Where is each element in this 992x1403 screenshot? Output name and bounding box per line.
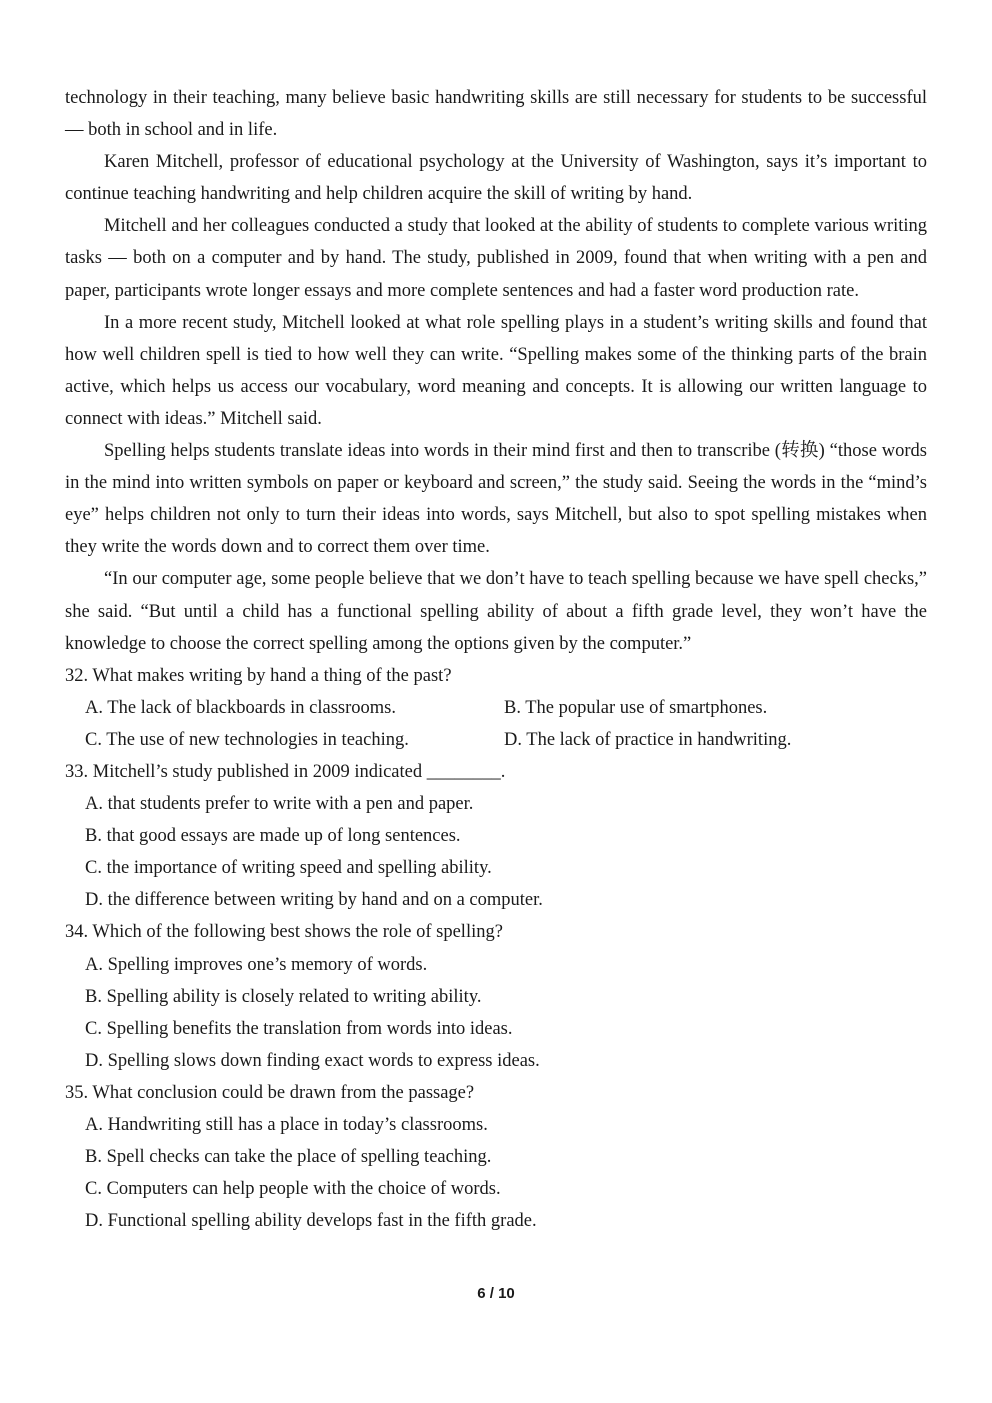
answer-option-c: C. the importance of writing speed and spelling ability. [85,858,492,879]
answer-option-b: B. The popular use of smartphones. [504,697,768,718]
answer-option-a: A. Spelling improves one’s memory of words. [85,954,428,975]
answer-option-b: B. Spelling ability is closely related to writing ability. [85,986,482,1007]
answer-option-c: C. The use of new technologies in teaching. [85,729,409,750]
question-32 [65,660,927,756]
answer-option-a: A. The lack of blackboards in classrooms. [85,697,396,718]
document-page-content [65,82,927,1237]
answer-option-a: A. that students prefer to write with a pen and paper. [85,794,474,815]
answer-option-d: D. The lack of practice in handwriting. [504,729,792,750]
answer-option-b: B. that good essays are made up of long sentences. [85,826,461,847]
answer-option-b: B. Spell checks can take the place of spelling teaching. [85,1147,492,1168]
question-stem: 35. What conclusion could be drawn from the passage? [65,1082,475,1103]
passage-paragraph: In a more recent study, Mitchell looked at what role spelling plays in a student’s writing skills and found that how well children spell is tied to how well they can write. “Spelling makes some of the thinking parts of the brain active, which helps us access our vocabulary, word meaning and concepts. It is allowing our written language to connect with ideas.” Mitchell said. [65,312,927,429]
question-33 [65,756,927,916]
passage-paragraph: Karen Mitchell, professor of educational psychology at the University of Washington, says it’s important to continue teaching handwriting and help children acquire the skill of writing by hand. [65,152,927,205]
answer-option-d: D. Spelling slows down finding exact words to express ideas. [85,1050,540,1071]
question-stem: 34. Which of the following best shows the role of spelling? [65,922,503,943]
answer-options [65,692,927,756]
answer-option-c: C. Spelling benefits the translation from words into ideas. [85,1018,513,1039]
reading-passage [65,82,927,660]
answer-option-c: C. Computers can help people with the choice of words. [85,1179,501,1200]
answer-option-a: A. Handwriting still has a place in today’s classrooms. [85,1115,488,1135]
passage-paragraph: “In our computer age, some people believe that we don’t have to teach spelling because we have spell checks,” she said. “But until a child has a functional spelling ability of about a fifth grade level, they won’t have the knowledge to choose the correct spelling among the options given by the computer.” [65,569,927,654]
question-stem: 33. Mitchell’s study published in 2009 indicated ________. [65,761,506,782]
question-stem: 32. What makes writing by hand a thing of the past? [65,665,452,686]
passage-paragraph: Mitchell and her colleagues conducted a study that looked at the ability of students to complete various writing tasks — both on a computer and by hand. The study, published in 2009, found that when writing with a pen and paper, participants wrote longer essays and more complete sentences and had a faster word production rate. [65,216,927,301]
passage-paragraph: Spelling helps students translate ideas into words in their mind first and then to transcribe (转换) “those words in the mind into written symbols on paper or keyboard and screen,” the study said. Seeing the words in the “mind’s eye” helps children not only to turn their ideas into words, says Mitchell, but also to spot spelling mistakes when they write the words down and to correct them over time. [65,441,927,558]
answer-option-d: D. the difference between writing by hand and on a computer. [85,890,543,911]
question-35 [65,1077,927,1237]
answer-option-d: D. Functional spelling ability develops fast in the fifth grade. [85,1211,537,1232]
page-number: 6 / 10 [477,1285,515,1302]
passage-paragraph: technology in their teaching, many believe basic handwriting skills are still necessary for students to be successful — both in school and in life. [65,88,927,141]
question-34 [65,916,927,1076]
